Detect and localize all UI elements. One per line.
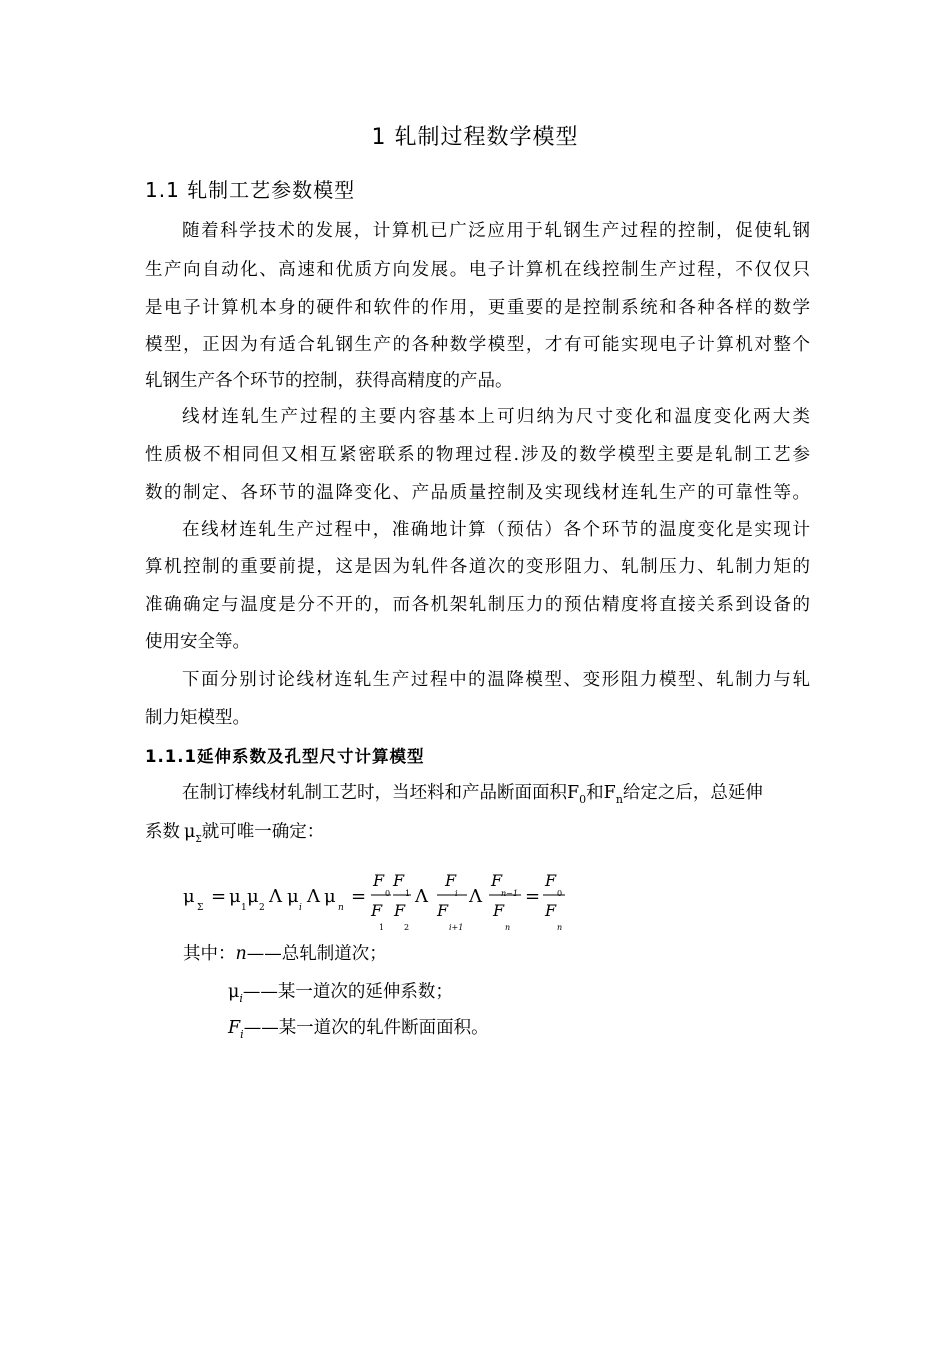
formula-subscript: 2 (404, 923, 410, 932)
formula-symbol: F (445, 871, 457, 890)
definition-n: 其中：n——总轧制道次； (183, 944, 387, 964)
formula-subscript: 0 (557, 889, 563, 898)
paragraph-line: 数的制定、各环节的温降变化、产品质量控制及实现线材连轧生产的可靠性等。 (145, 483, 810, 503)
formula-subscript: 2 (259, 903, 265, 913)
formula-subscript: 1 (379, 923, 385, 932)
formula-symbol: μ (247, 886, 259, 907)
paragraph-line: 线材连轧生产过程的主要内容基本上可归纳为尺寸变化和温度变化两大类 (182, 407, 810, 427)
paragraph-line: 使用安全等。 (145, 632, 250, 652)
paragraph-line: 轧钢生产各个环节的控制，获得高精度的产品。 (145, 371, 513, 391)
section-heading: 1.1 轧制工艺参数模型 (145, 178, 356, 202)
formula-subscript: n (557, 923, 563, 932)
formula-symbol: μ (287, 886, 299, 907)
formula-subscript: 0 (385, 889, 391, 898)
formula-symbol: F (393, 871, 405, 890)
formula-symbol: = (525, 886, 541, 907)
paragraph-line: 性质极不相同但又相互紧密联系的物理过程.涉及的数学模型主要是轧制工艺参 (145, 445, 810, 465)
formula-symbol: Λ (415, 886, 428, 907)
definition-mu: $\mu_i——$某一道次的延伸系数； (228, 982, 453, 1005)
paragraph-line: 制力矩模型。 (145, 708, 250, 728)
formula-symbol: F (545, 901, 557, 920)
paragraph-line: 模型，正因为有适合轧钢生产的各种数学模型，才有可能实现电子计算机对整个 (145, 335, 810, 355)
paragraph-line: 在线材连轧生产过程中，准确地计算（预估）各个环节的温度变化是实现计 (182, 520, 810, 540)
formula-subscript: 1 (241, 903, 247, 913)
paragraph-line: 在制订棒线材轧制工艺时，当坯料和产品断面面积$F_0$和$F_n$给定之后，总延伸 (182, 783, 763, 806)
formula-symbol: F (371, 901, 383, 920)
paragraph-line: 准确确定与温度是分不开的，而各机架轧制压力的预估精度将直接关系到设备的 (145, 595, 810, 615)
formula-symbol: μ (324, 886, 336, 907)
paragraph-line: 下面分别讨论线材连轧生产过程中的温降模型、变形阻力模型、轧制力与轧 (182, 670, 810, 690)
formula-subscript: n (338, 903, 344, 913)
chapter-title: 1 轧制过程数学模型 (371, 125, 579, 150)
formula-subscript: n (505, 923, 511, 932)
paragraph-line: 是电子计算机本身的硬件和软件的作用，更重要的是控制系统和各种各样的数学 (145, 298, 810, 318)
formula-symbol: Λ (307, 886, 320, 907)
subsection-heading: 1.1.1延伸系数及孔型尺寸计算模型 (145, 747, 425, 766)
formula-subscript: n−1 (501, 889, 518, 898)
formula-subscript: 1 (405, 889, 411, 898)
paragraph-line: 生产向自动化、高速和优质方向发展。电子计算机在线控制生产过程，不仅仅只 (145, 260, 810, 280)
paragraph-line: 算机控制的重要前提，这是因为轧件各道次的变形阻力、轧制压力、轧制力矩的 (145, 557, 810, 577)
formula-symbol: = (351, 886, 367, 907)
formula-symbol: F (437, 901, 449, 920)
formula-svg (183, 868, 583, 932)
paragraph-line: 系数 $\mu_\Sigma$就可唯一确定： (145, 822, 325, 845)
formula-symbol: Λ (469, 886, 482, 907)
formula-subscript: Σ (197, 903, 204, 913)
formula-symbol: F (493, 901, 505, 920)
formula-subscript: i+1 (449, 923, 464, 932)
formula-symbol: F (545, 871, 557, 890)
elongation-formula (183, 868, 583, 932)
formula-symbol: μ (229, 886, 241, 907)
formula-symbol: F (491, 871, 503, 890)
paragraph-line: 随着科学技术的发展，计算机已广泛应用于轧钢生产过程的控制，促使轧钢 (182, 221, 810, 241)
formula-subscript: i (299, 903, 302, 913)
formula-subscript: i (455, 889, 458, 898)
formula-symbol: F (373, 871, 385, 890)
formula-symbol: μ (183, 886, 195, 907)
formula-symbol: = (211, 886, 227, 907)
formula-symbol: Λ (269, 886, 282, 907)
formula-symbol: F (394, 901, 406, 920)
definition-f: $F_i——$某一道次的轧件断面面积。 (228, 1018, 489, 1041)
